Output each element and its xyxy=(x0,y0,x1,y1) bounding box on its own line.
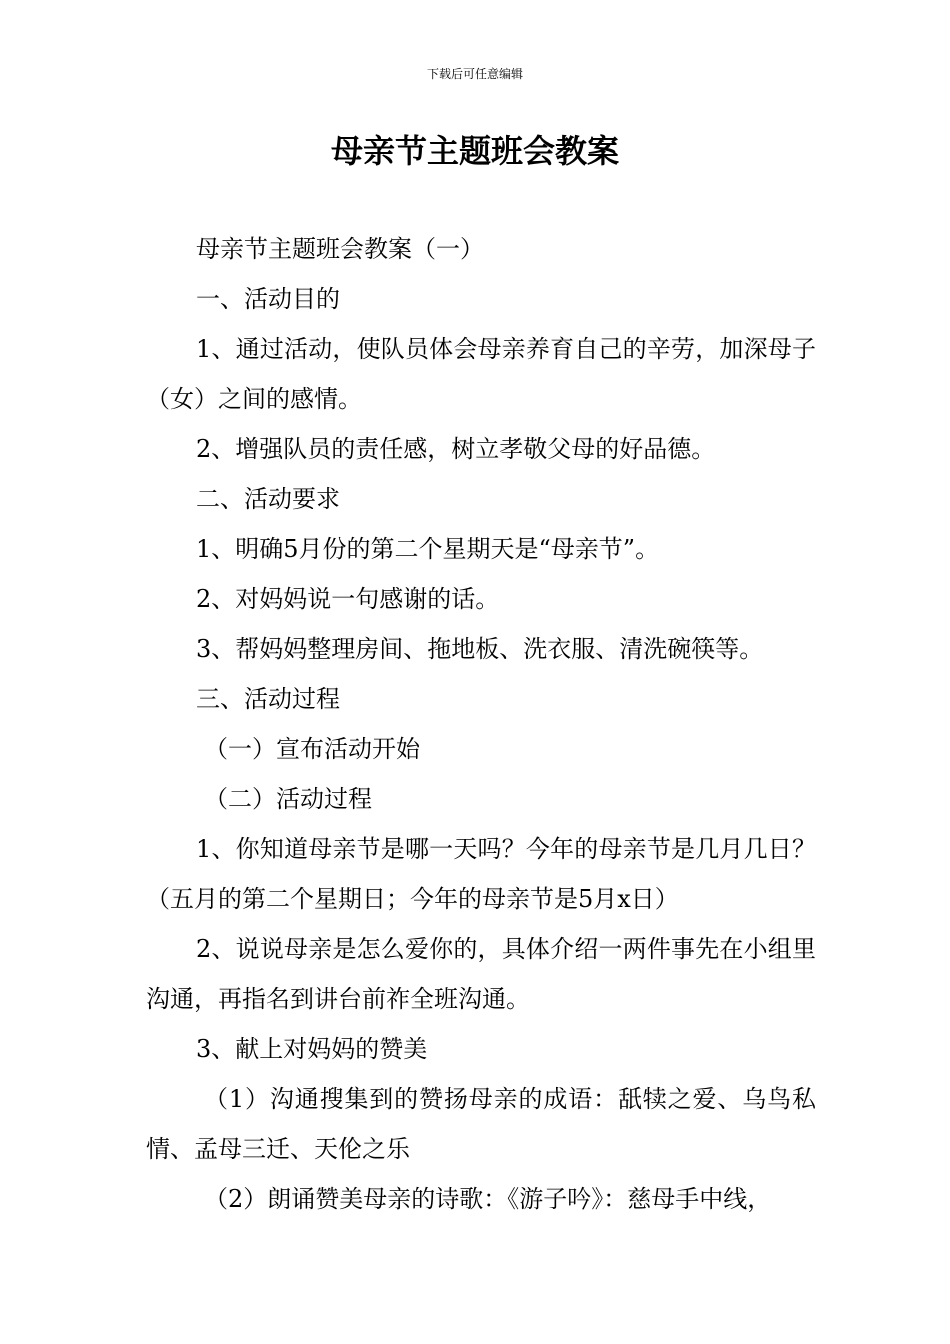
paragraph-process-3-2: （2）朗诵赞美母亲的诗歌：《游子吟》：慈母手中线， xyxy=(204,1185,772,1213)
page-title: 母亲节主题班会教案 xyxy=(330,132,619,170)
subsection-process: （二）活动过程 xyxy=(204,785,372,813)
paragraph-requirement-2: 2、对妈妈说一句感谢的话。 xyxy=(196,585,500,613)
section-heading-requirements: 二、活动要求 xyxy=(196,485,340,513)
paragraph-process-2: 2、说说母亲是怎么爱你的，具体介绍一两件事先在小组里沟通，再指名到讲台前祚全班沟通。 xyxy=(146,935,816,1013)
paragraph-requirement-1: 1、明确5月份的第二个星期天是“母亲节”。 xyxy=(196,535,660,563)
paragraph-process-3-1: （1）沟通搜集到的赞扬母亲的成语：舐犊之爱、乌鸟私情、孟母三迁、天伦之乐 xyxy=(146,1085,816,1163)
section-heading-goals: 一、活动目的 xyxy=(196,285,340,313)
paragraph-process-1: 1、你知道母亲节是哪一天吗？今年的母亲节是几月几日？（五月的第二个星期日；今年的母亲节是5月x日） xyxy=(146,835,816,913)
subsection-start: （一）宣布活动开始 xyxy=(204,735,420,763)
paragraph-requirement-3: 3、帮妈妈整理房间、拖地板、洗衣服、清洗碗筷等。 xyxy=(196,635,764,663)
header-note: 下载后可任意编辑 xyxy=(426,67,523,81)
paragraph-goal-2: 2、增强队员的责任感，树立孝敬父母的好品德。 xyxy=(196,435,716,463)
document-body xyxy=(146,224,816,1224)
section-heading-process: 三、活动过程 xyxy=(196,685,340,713)
paragraph-process-3: 3、献上对妈妈的赞美 xyxy=(196,1035,428,1063)
paragraph-goal-1: 1、通过活动，使队员体会母亲养育自己的辛劳，加深母子（女）之间的感情。 xyxy=(146,335,816,413)
paragraph-subtitle: 母亲节主题班会教案（一） xyxy=(196,235,484,263)
